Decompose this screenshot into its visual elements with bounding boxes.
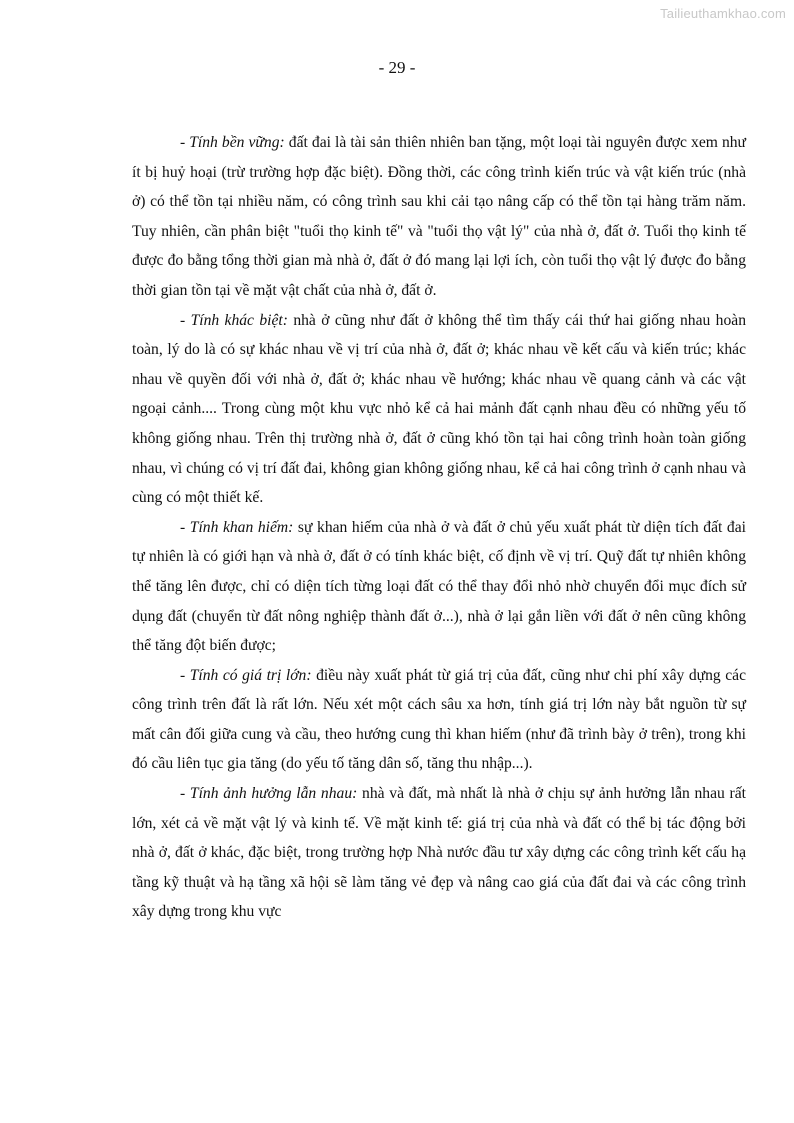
paragraph-text: nhà ở cũng như đất ở không thể tìm thấy cái thứ hai giống nhau hoàn toàn, lý do là có sự khác nhau về vị trí của nhà ở, đất ở; khác nhau về kết cấu và kiến trúc; khác nhau về quyền đối với nhà ở, đất ở; khác nhau về hướng; khác nhau về quang cảnh và các vật ngoại cảnh.... Trong cùng một khu vực nhỏ kể cả hai mảnh đất cạnh nhau đều có những yếu tố không giống nhau. Trên thị trường nhà ở, đất ở cũng khó tồn tại hai công trình hoàn toàn giống nhau, vì chúng có vị trí đất đai, không gian không giống nhau, kể cả hai công trình ở cạnh nhau và cùng có một thiết kế. [132,311,746,507]
document-body [132,128,746,927]
paragraph-text: nhà và đất, mà nhất là nhà ở chịu sự ảnh hưởng lẫn nhau rất lớn, xét cả về mặt vật lý và kinh tế. Về mặt kinh tế: giá trị của nhà và đất có thể bị tác động bởi nhà ở, đất ở khác, đặc biệt, trong trường hợp Nhà nước đầu tư xây dựng các công trình kết cấu hạ tầng kỹ thuật và hạ tầng xã hội sẽ làm tăng vẻ đẹp và nâng cao giá của đất đai và các công trình xây dựng trong khu vực [132,785,746,921]
paragraph-uniqueness [132,306,746,513]
paragraph-scarcity [132,513,746,661]
paragraph-interdependence [132,779,746,927]
paragraph-durability [132,128,746,306]
page-number: - 29 - [378,58,416,77]
paragraph-text: đất đai là tài sản thiên nhiên ban tặng, một loại tài nguyên được xem như ít bị huỷ hoại (trừ trường hợp đặc biệt). Đồng thời, các công trình kiến trúc và vật kiến trúc (nhà ở) có thể tồn tại nhiều năm, có công trình sau khi cải tạo nâng cấp có thể tồn tại hàng trăm năm. Tuy nhiên, cần phân biệt "tuổi thọ kinh tế" và "tuổi thọ vật lý" của nhà ở, đất ở. Tuổi thọ kinh tế được đo bằng tổng thời gian mà nhà ở, đất ở đó mang lại lợi ích, còn tuổi thọ vật lý được đo bằng thời gian tồn tại về mặt vật chất của nhà ở, đất ở. [132,134,746,299]
term-durability: - Tính bền vững: [180,134,285,151]
paragraph-high-value [132,661,746,779]
term-high-value: - Tính có giá trị lớn: [180,666,312,684]
term-scarcity: - Tính khan hiếm: [180,518,294,536]
paragraph-text: sự khan hiếm của nhà ở và đất ở chủ yếu xuất phát từ diện tích đất đai tự nhiên là có giới hạn và nhà ở, đất ở có tính khác biệt, cố định về vị trí. Quỹ đất tự nhiên không thể tăng lên được, chỉ có diện tích từng loại đất có thể thay đổi nhỏ nhờ chuyển đổi mục đích sử dụng đất (chuyển từ đất nông nghiệp thành đất ở...), nhà ở lại gắn liền với đất ở nên cũng không thể tăng đột biến được; [132,518,746,655]
term-uniqueness: - Tính khác biệt: [180,311,288,329]
term-interdependence: - Tính ảnh hưởng lẫn nhau: [180,785,358,803]
watermark-text: Tailieuthamkhao.com [660,6,786,21]
paragraph-text: điều này xuất phát từ giá trị của đất, cũng như chi phí xây dựng các công trình trên đất là rất lớn. Nếu xét một cách sâu xa hơn, tính giá trị lớn này bắt nguồn từ sự mất cân đối giữa cung và cầu, theo hướng cung thì khan hiếm (như đã trình bày ở trên), trong khi đó cầu liên tục gia tăng (do yếu tố tăng dân số, tăng thu nhập...). [132,666,746,773]
